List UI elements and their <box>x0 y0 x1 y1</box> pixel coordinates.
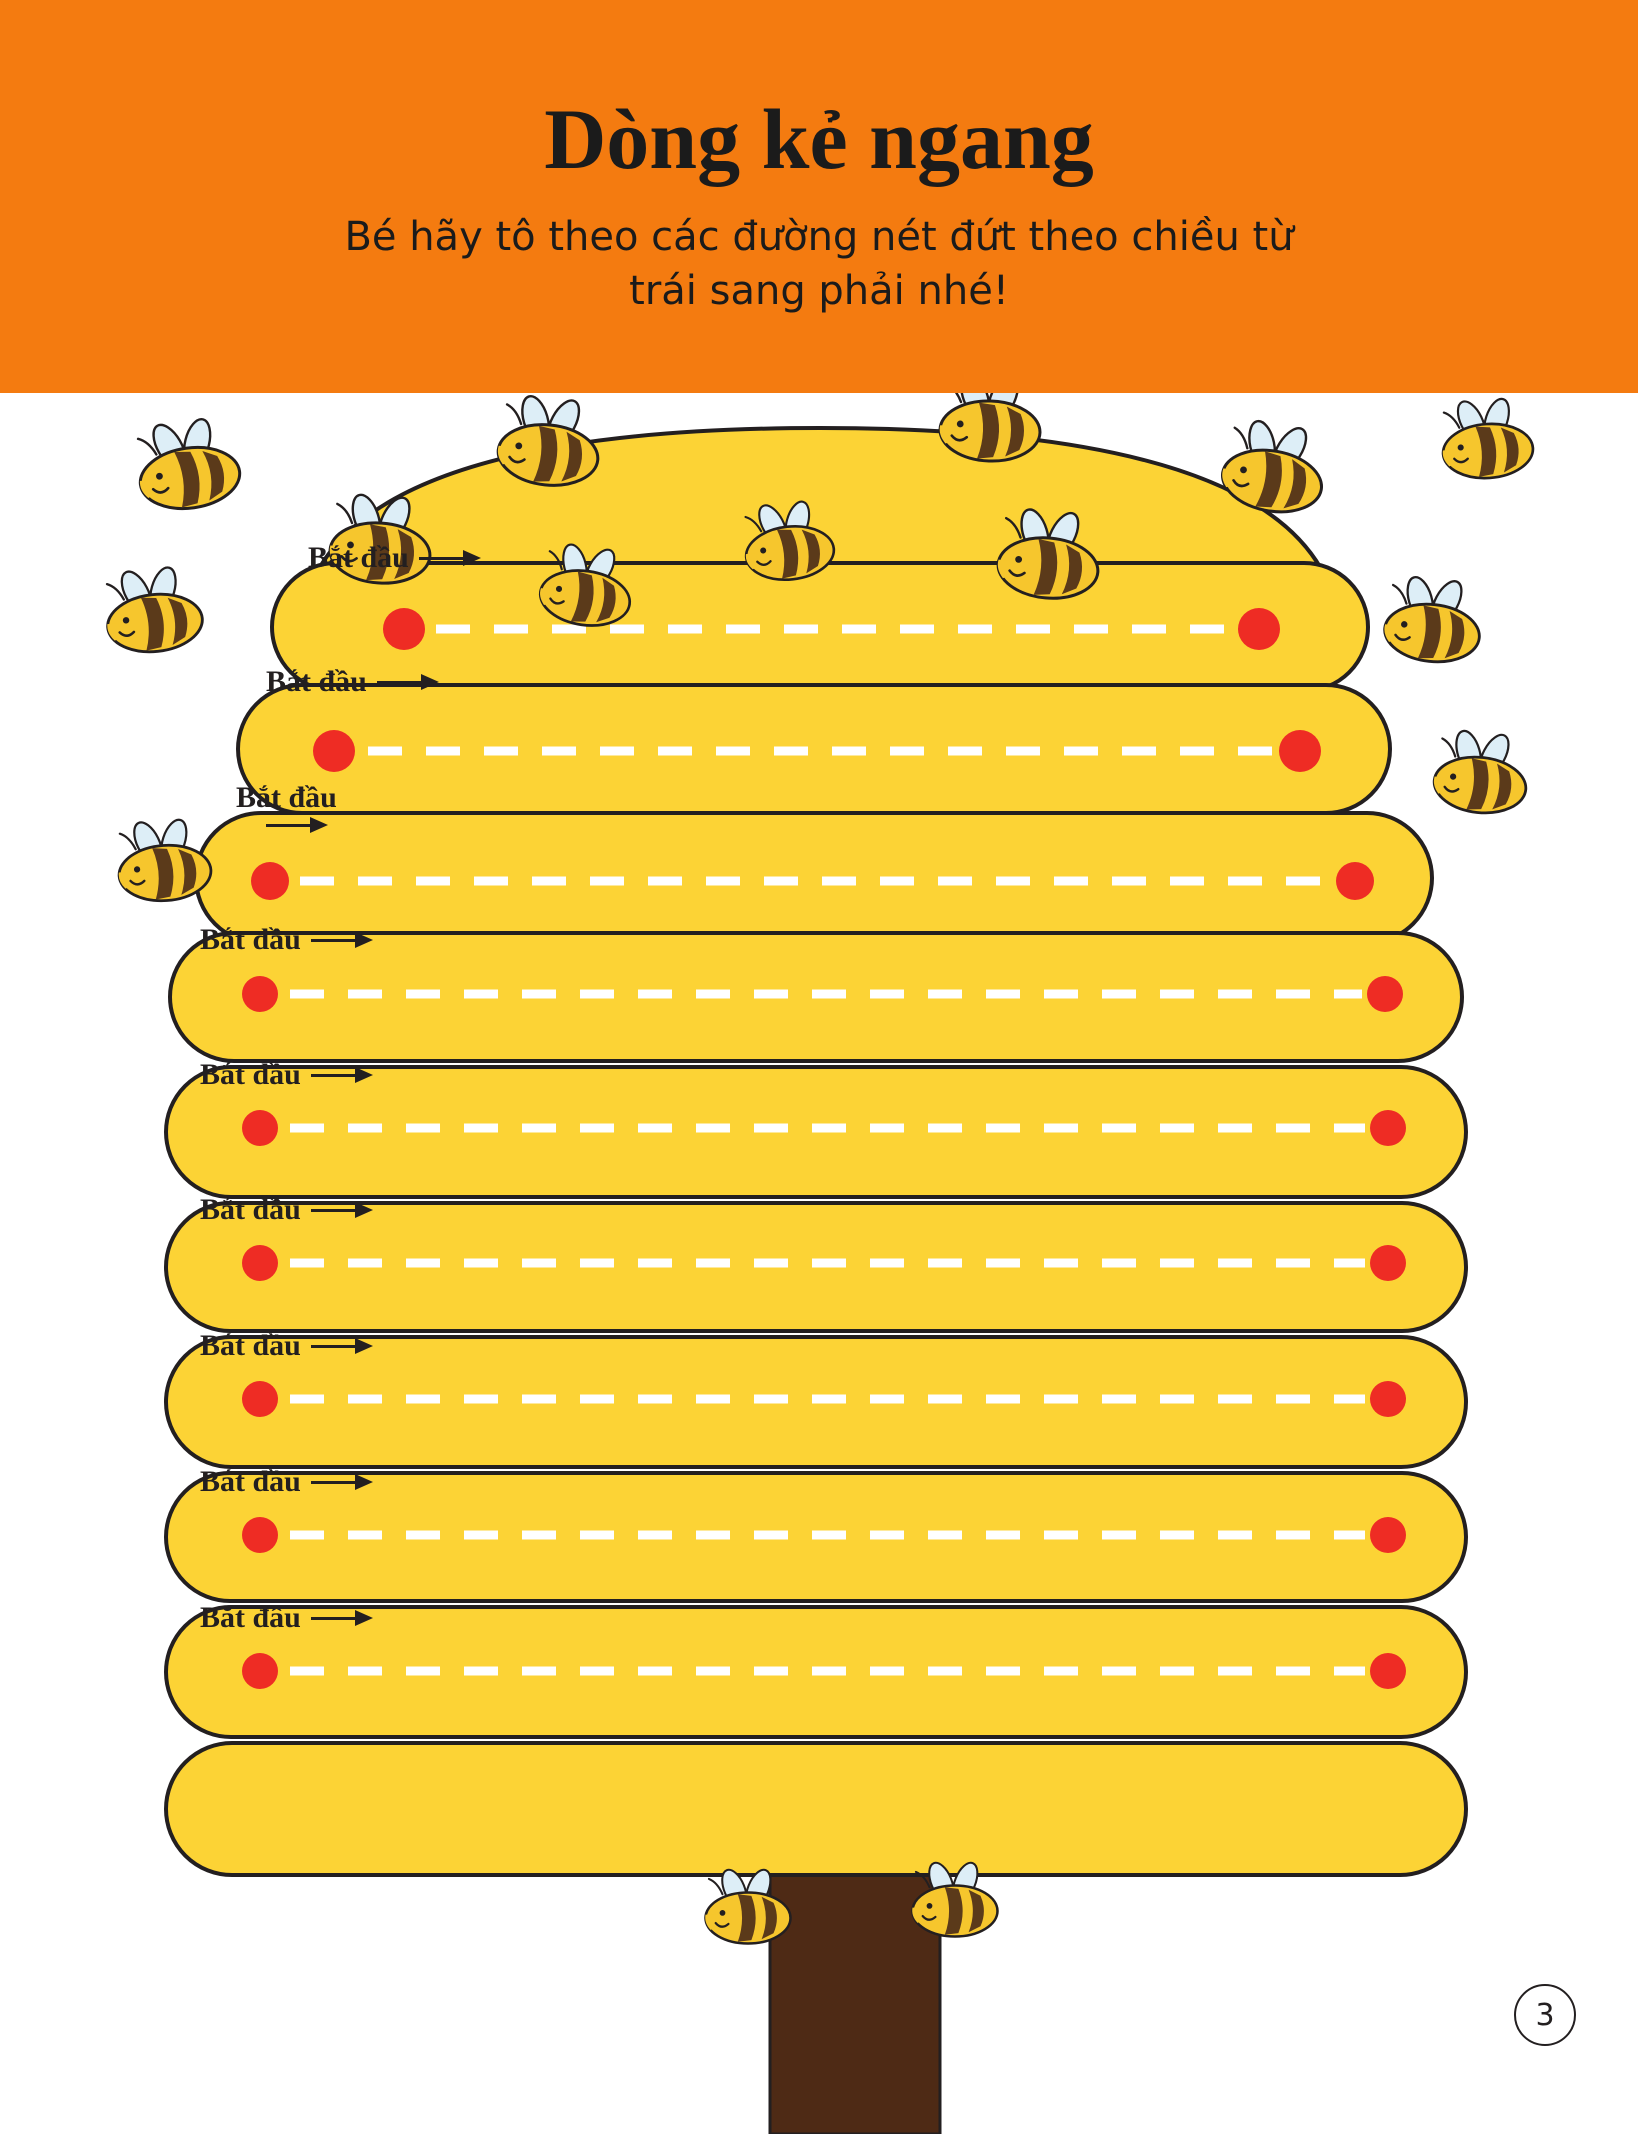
arrow-right-icon <box>419 550 483 566</box>
arrow-right-icon <box>311 932 375 948</box>
row-start-text-7: Bắt đầu <box>200 1329 301 1362</box>
instruction-line-2: trái sang phải nhé! <box>629 268 1009 314</box>
arrow-right-icon <box>377 674 441 690</box>
beehive-illustration <box>0 393 1638 2134</box>
row-start-text-9: Bắt đầu <box>200 1601 301 1634</box>
row-start-label-4 <box>200 923 375 957</box>
row-start-label-3 <box>236 781 337 833</box>
row-start-label-5 <box>200 1058 375 1092</box>
arrow-right-icon <box>311 1338 375 1354</box>
row-start-text-6: Bắt đầu <box>200 1193 301 1226</box>
arrow-right-icon <box>311 1067 375 1083</box>
row-start-text-1: Bắt đầu <box>308 541 409 574</box>
row-start-label-8 <box>200 1465 375 1499</box>
row-start-text-5: Bắt đầu <box>200 1058 301 1091</box>
row-start-label-1 <box>308 541 483 575</box>
worksheet-area <box>0 393 1638 2134</box>
row-start-text-2: Bắt đầu <box>266 665 367 698</box>
row-start-label-7 <box>200 1329 375 1363</box>
instruction-line-1: Bé hãy tô theo các đường nét đứt theo chiều từ <box>344 214 1294 260</box>
row-start-label-6 <box>200 1193 375 1227</box>
row-start-text-3: Bắt đầu <box>236 781 337 814</box>
page-title: Dòng kẻ ngang <box>544 91 1094 187</box>
arrow-right-icon <box>311 1202 375 1218</box>
row-start-label-2 <box>266 665 441 699</box>
row-start-text-4: Bắt đầu <box>200 923 301 956</box>
row-start-label-9 <box>200 1601 375 1635</box>
arrow-right-icon <box>311 1610 375 1626</box>
page-instructions <box>0 182 1638 318</box>
arrow-right-icon <box>311 1474 375 1490</box>
row-start-text-8: Bắt đầu <box>200 1465 301 1498</box>
page-number: 3 <box>1514 1984 1576 2046</box>
page-header <box>0 0 1638 393</box>
arrow-right-icon <box>266 817 330 833</box>
